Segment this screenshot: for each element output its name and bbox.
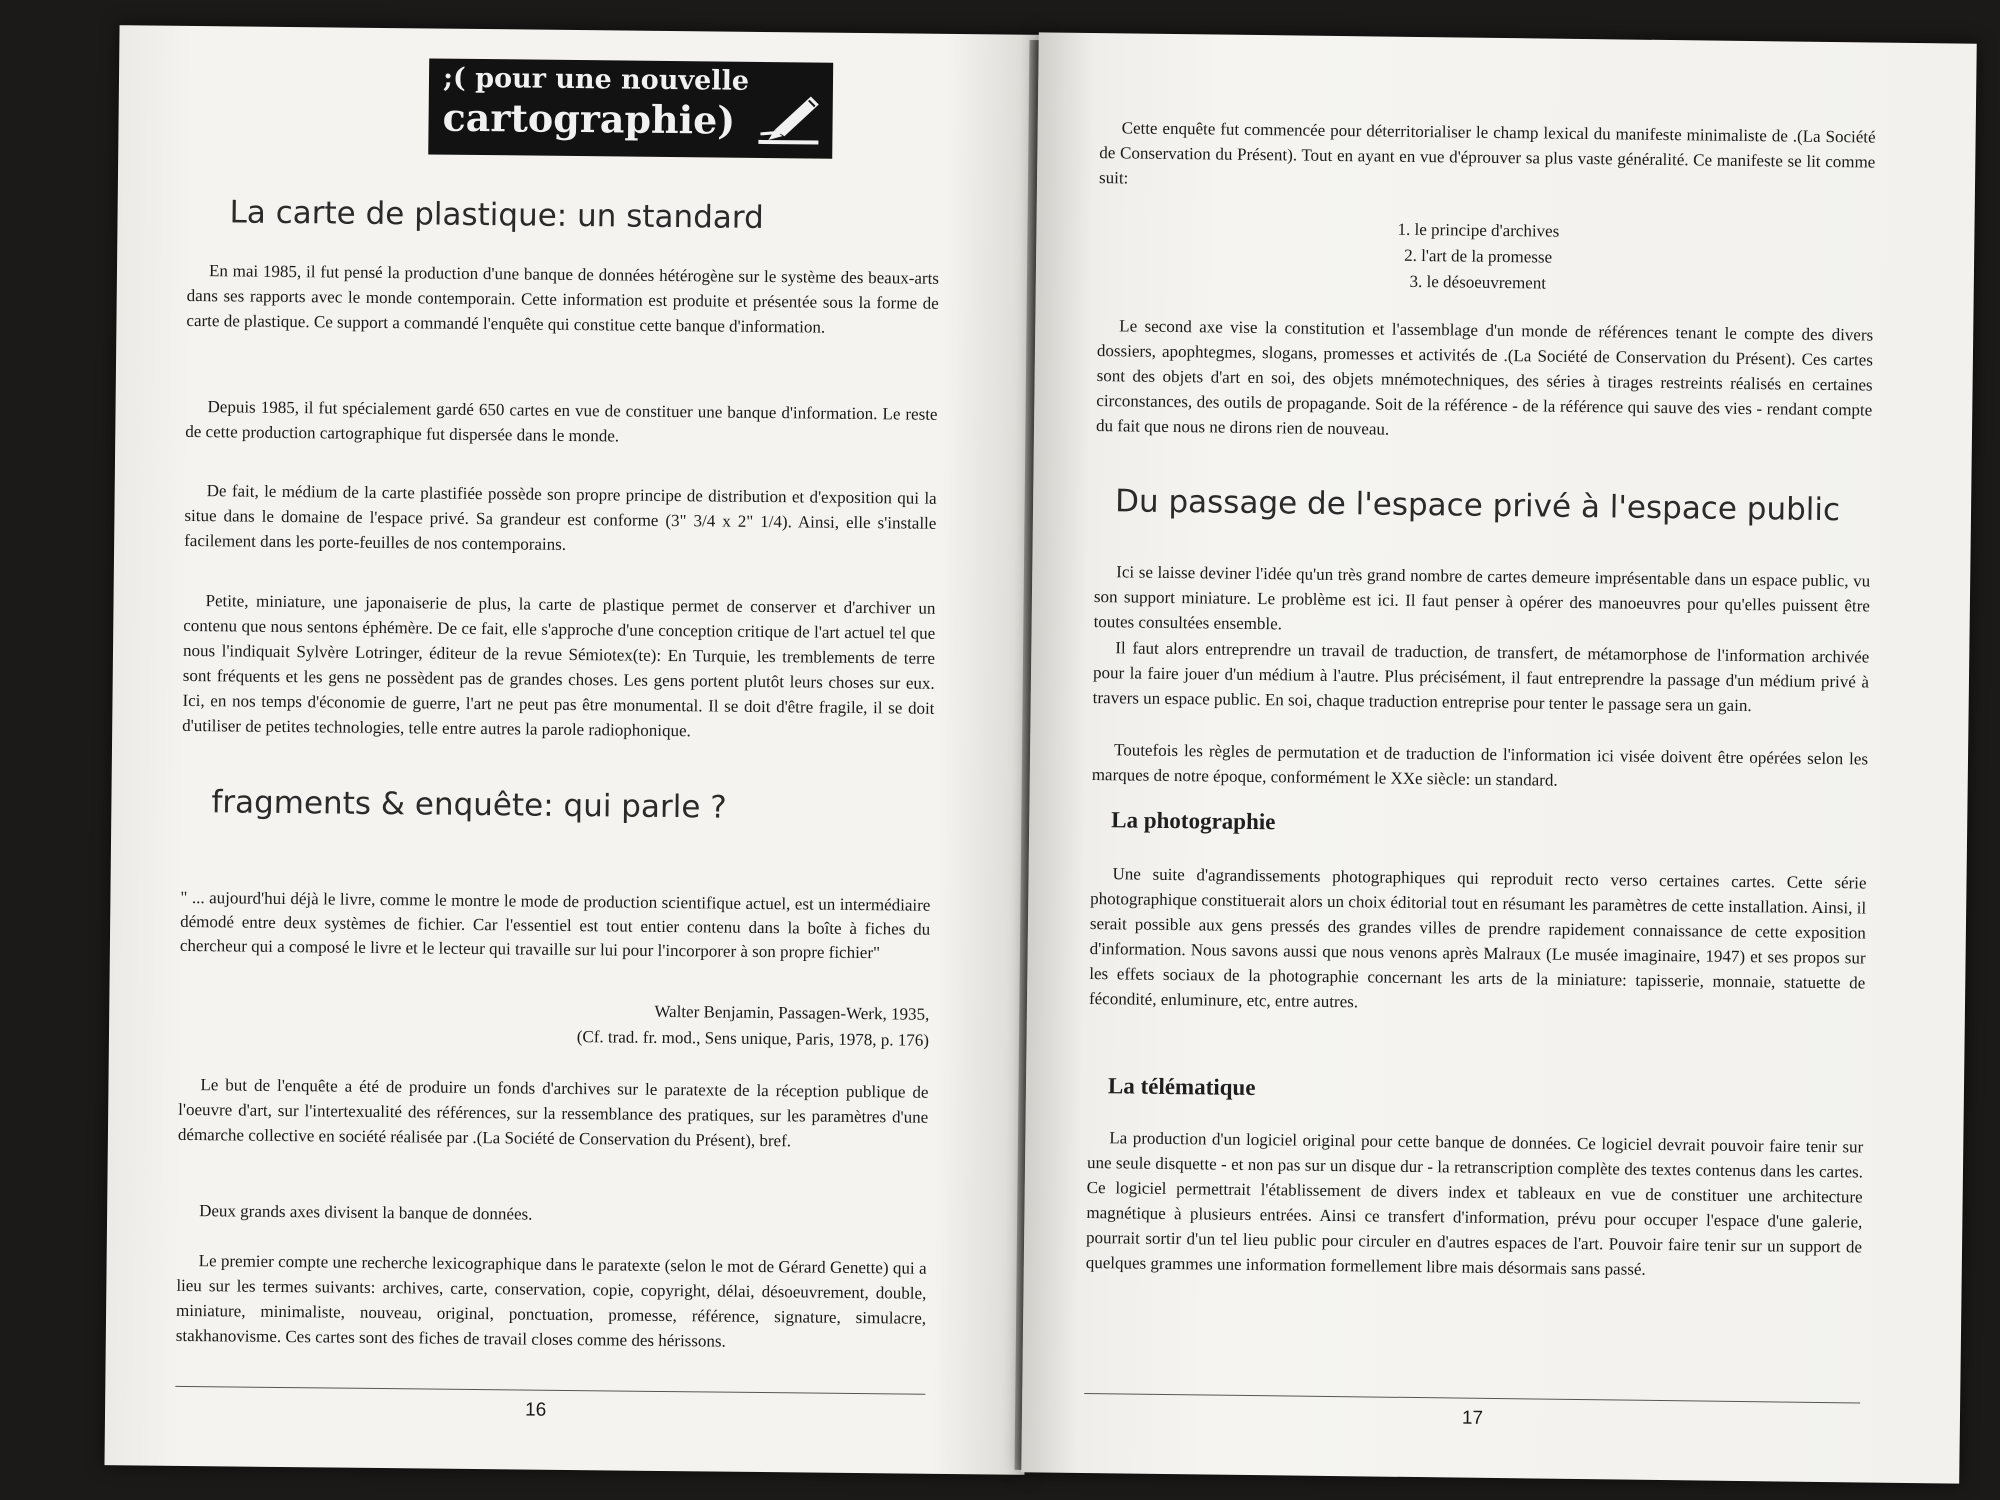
left-paragraph-1: En mai 1985, il fut pensé la production d'une banque de données hétérogène sur le système des beaux-arts dans ses rapports avec le monde contemporain. Cette information est produite et présentée sous la forme de carte de plastique. Ce support a commandé l'enquête qui constitue cette banque d'information. <box>186 261 940 337</box>
right-paragraph-1: Cette enquête fut commencée pour déterritorialiser le champ lexical du manifeste minimaliste de .(La Société de Conservation du Présent). Tout en ayant en vue d'éprouver sa plus vaste généralité. Ce manifeste se lit comme suit: <box>1098 118 1876 188</box>
left-page <box>104 25 1039 1475</box>
benjamin-quote: " ... aujourd'hui déjà le livre, comme le montre le mode de production scientifique actuel, est un intermédiaire démodé entre deux systèmes de fichier. Car l'essentiel est tout entier contenu dans la boîte à fiches du chercheur qui a composé le livre et le lecteur qui travaille sur lui pour l'incorporer à son propre fichier" <box>179 887 931 963</box>
cartographie-banner <box>428 58 833 158</box>
left-paragraph-7: Le premier compte une recherche lexicographique dans le paratexte (selon le mot de Gérard Genette) qui a lieu sur les termes suivants: archives, carte, conservation, copie, copyright, délai, désoeuvrement, double, miniature, minimaliste, nouveau, original, ponctuation, promesse, référence, signature, simulacre, stakhanovisme. Ces cartes sont des fiches de travail closes comme des hérissons. <box>175 1251 927 1351</box>
manifesto-item-3: 3. le désoeuvrement <box>1409 271 1547 293</box>
banner-line-1: ;( pour une nouvelle <box>442 62 750 97</box>
heading-fragments-enquete: fragments & enquête: qui parle ? <box>211 784 727 826</box>
right-footer-rule <box>1084 1393 1860 1403</box>
left-paragraph-6: Deux grands axes divisent la banque de données. <box>199 1201 533 1224</box>
left-paragraph-5: Le but de l'enquête a été de produire un fonds d'archives sur le paratexte de la réception publique de l'oeuvre d'art, sur l'intertexualité des références, sur la ressemblance des pratiques, sur les paramètres d'une démarche collective en société réalisée par .(La Société de Conservation du Présent), bref. <box>177 1075 929 1151</box>
manifesto-item-2: 2. l'art de la promesse <box>1404 245 1553 267</box>
right-paragraph-5: Toutefois les règles de permutation et de traduction de l'information ici visée doivent être opérées selon les marques de notre époque, conformément le XXe siècle: un standard. <box>1091 740 1869 790</box>
heading-telematique: La télématique <box>1107 1073 1256 1101</box>
quote-attribution-author: Walter Benjamin, Passagen-Werk, 1935, <box>654 1001 930 1024</box>
heading-photographie: La photographie <box>1111 807 1276 835</box>
manifesto-item-1: 1. le principe d'archives <box>1397 219 1560 241</box>
page-number-left: 16 <box>524 1399 547 1421</box>
left-paragraph-3: De fait, le médium de la carte plastifiée possède son propre principe de distribution et d'exposition qui la situe dans le domaine de l'espace privé. Sa grandeur est conforme (3" 3/4 x 2" 1/4). Ainsi, elle s'installe facilement dans les porte-feuilles de nos contemporains. <box>184 481 937 554</box>
manifesto-list <box>1298 216 1659 298</box>
left-footer-rule <box>175 1386 925 1395</box>
right-paragraph-7: La production d'un logiciel original pour cette banque de données. Ce logiciel devrait pouvoir faire tenir sur une seule disquette - et non pas sur un disque dur - la retranscription complète des textes contenus dans les cartes. Ce logiciel permettrait l'établissement de divers index et tableaux en vue de constituer une architecture magnétique à plusieurs entrées. Ainsi ce transfert d'information, prévu pour occuper l'espace d'une galerie, pourrait sortir d'un tel lieu public pour circuler en d'autres espaces de l'art. Pouvoir faire tenir sur un support de quelques grammes une information formellement libre mais désormais sans passé. <box>1085 1128 1864 1279</box>
right-paragraph-4: Il faut alors entreprendre un travail de traduction, de transfert, de métamorphose de l'information archivée pour la faire jouer d'un médium à l'autre. Plus précisément, il faut entreprendre la passage d'un médium privé à travers un espace public. En soi, chaque traduction entreprise pour tenter le passage sera un gain. <box>1092 638 1870 716</box>
left-paragraph-4: Petite, miniature, une japonaiserie de plus, la carte de plastique permet de conserver et d'archiver un contenu que nous sentons éphémère. De ce fait, elle s'approche d'une conception critique de l'art actuel tel que nous l'indiquait Sylvère Lotringer, éditeur de la revue Sémiotex(te): En Turquie, les tremblements de terre sont fréquents et les gens ne possèdent pas de grandes choses. Les gens portent plutôt leurs choses sur eux. Ici, en nos temps d'économie de guerre, l'art ne peut pas être monumental. Il se doit d'être fragile, il se doit d'utiliser de petites technologies, telle entre autres la parole radiophonique. <box>182 591 936 741</box>
quote-attribution-source: (Cf. trad. fr. mod., Sens unique, Paris, 1978, p. 176) <box>576 1027 930 1050</box>
right-paragraph-3: Ici se laisse deviner l'idée qu'un très grand nombre de cartes demeure imprésentable dans un espace public, vu son support miniature. Le problème est ici. Il faut penser à opérer des manoeuvres pour qu'elles puissent être toutes consultées ensemble. <box>1093 562 1871 634</box>
heading-carte-plastique: La carte de plastique: un standard <box>229 194 764 236</box>
banner-line-2: cartographie) <box>442 94 736 143</box>
right-paragraph-6: Une suite d'agrandissements photographiques qui reproduit recto verso certaines cartes. Cette série photographique constituerait alors un choix éditorial tout en résumant les paramètres de cette installation. Ainsi, il serait possible aux gens pressés des grandes villes de prendre rapidement connaissance de cette exposition d'information. Nous savons aussi que nous venons après Malraux (Le musée imaginaire, 1947) et ses propos sur les effets sociaux de la photographie concernant les arts de la miniature: tapisserie, monnaie, statuette de fécondité, enluminure, etc, entre autres. <box>1088 864 1867 1012</box>
left-paragraph-2: Depuis 1985, il fut spécialement gardé 650 cartes en vue de constituer une banque d'information. Le reste de cette production cartographique fut dispersée dans le monde. <box>185 397 938 446</box>
right-page <box>1021 32 1977 1483</box>
pen-writing-icon <box>752 86 825 151</box>
page-number-right: 17 <box>1461 1407 1484 1429</box>
right-paragraph-2: Le second axe vise la constitution et l'assemblage d'un monde de références tenant le compte des divers dossiers, apophtegmes, slogans, promesses et activités de .(La Société de Conservation du Présent). Ces cartes sont des objets d'art en soi, des objets mnémotechniques, des séries à tirages restreints réalisés en certaines circonstances, des outils de propagande. Soit de la référence - de la référence qui sauve des vies - rendant compte du fait que nous ne dirons rien de nouveau. <box>1095 316 1874 439</box>
heading-passage-espace: Du passage de l'espace privé à l'espace public <box>1114 483 1841 529</box>
